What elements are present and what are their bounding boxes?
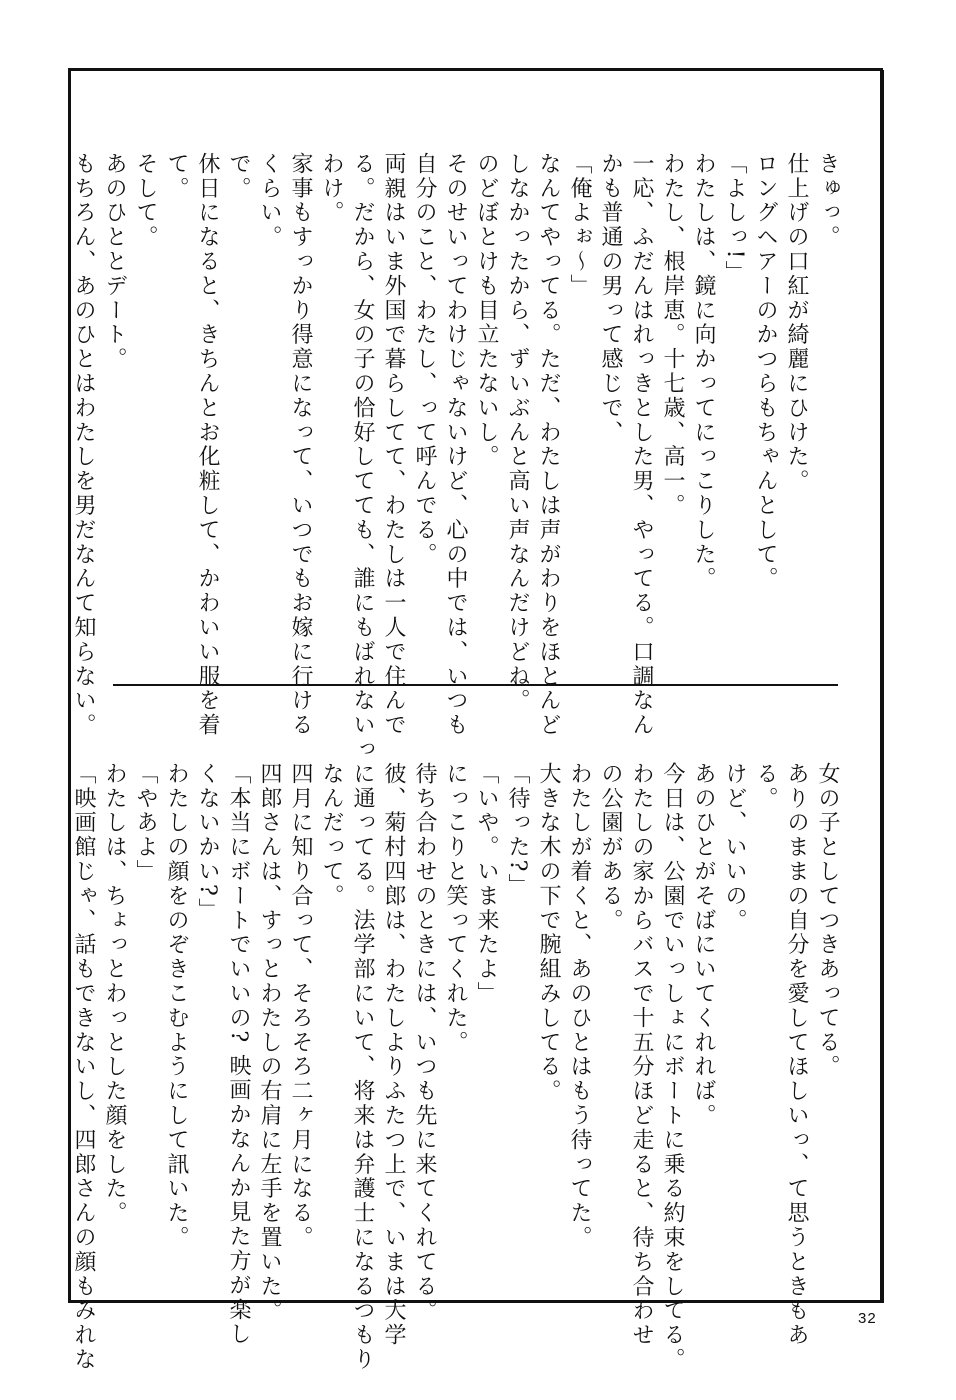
text-column: そのせいってわけじゃないけど、心の中では、いつも: [443, 152, 468, 738]
text-column: 「本当にボートでいいの? 映画かなんか見た方が楽し: [226, 762, 251, 1347]
text-column: 「やあよ」: [133, 762, 158, 884]
text-column: 大きな木の下で腕組みしてる。: [536, 762, 561, 1104]
text-column: けど、いいの。: [722, 762, 747, 933]
text-column: 両親はいま外国で暮らしてて、わたしは一人で住んで: [381, 152, 406, 738]
text-column: しなかったから、ずいぶんと高い声なんだけどね。: [505, 152, 530, 714]
text-column: そして。: [133, 152, 158, 250]
text-column: きゅっ。: [815, 152, 840, 250]
text-column: で。: [226, 152, 251, 201]
text-column: 休日になると、きちんとお化粧して、かわいい服を着: [195, 152, 220, 738]
text-column: 仕上げの口紅が綺麗にひけた。: [784, 152, 809, 494]
text-column: かも普通の男って感じで、: [598, 152, 623, 445]
text-column: ありのままの自分を愛してほしいっ、て思うときもあ: [784, 762, 809, 1348]
text-column: 自分のこと、わたし、って呼んでる。: [412, 152, 437, 567]
text-column: くらい。: [257, 152, 282, 250]
text-column: 「俺よぉ～」: [567, 152, 592, 299]
page-number: 32: [858, 1310, 877, 1327]
text-column: 四郎さんは、すっとわたしの右肩に左手を置いた。: [257, 762, 282, 1324]
text-column: あのひとがそばにいてくれれば。: [691, 762, 716, 1128]
text-column: ロングヘアーのかつらもちゃんとして。: [753, 152, 778, 592]
text-column: あのひととデート。: [102, 152, 127, 372]
text-column: 彼、菊村四郎は、わたしよりふたつ上で、いまは大学: [381, 762, 406, 1348]
text-column: くないかい?」: [195, 762, 220, 923]
text-column: 「いや。いま来たよ」: [474, 762, 499, 1006]
text-column: なんだって。: [319, 762, 344, 909]
section-divider: [113, 684, 838, 686]
text-column: なんてやってる。ただ、わたしは声がわりをほとんど: [536, 152, 561, 738]
text-column: 今日は、公園でいっしょにボートに乗る約束をしてる。: [660, 762, 685, 1372]
text-column: て。: [164, 152, 189, 201]
text-column: わたしは、ちょっとわっとした顔をした。: [102, 762, 127, 1226]
text-column: にっこりと笑ってくれた。: [443, 762, 468, 1055]
text-column: のどぼとけも目立たないし。: [474, 152, 499, 470]
text-column: わたしの顔をのぞきこむようにして訊いた。: [164, 762, 189, 1250]
text-column: わたし、根岸恵。十七歳、高一。: [660, 152, 685, 518]
text-column: る。だから、女の子の恰好してても、誰にもばれないっ: [350, 152, 375, 762]
text-column: 一応、ふだんはれっきとした男、やってる。口調なん: [629, 152, 654, 738]
text-column: の公園がある。: [598, 762, 623, 933]
text-column: に通ってる。法学部にいて、将来は弁護士になるつもり: [350, 762, 375, 1372]
frame-edge: [880, 70, 884, 1303]
text-column: 待ち合わせのときには、いつも先に来てくれてる。: [412, 762, 437, 1324]
text-column: わたしが着くと、あのひとはもう待ってた。: [567, 762, 592, 1250]
text-column: わたしの家からバスで十五分ほど走ると、待ち合わせ: [629, 762, 654, 1348]
text-column: 家事もすっかり得意になって、いつでもお嫁に行ける: [288, 152, 313, 738]
text-column: 女の子としてつきあってる。: [815, 762, 840, 1080]
text-column: 「映画館じゃ、話もできないし、四郎さんの顔もみれな: [71, 762, 96, 1372]
text-column: わたしは、鏡に向かってにっこりした。: [691, 152, 716, 592]
text-column: 「よしっ!」: [722, 152, 747, 286]
text-column: る。: [753, 762, 778, 811]
text-column: 四月に知り合って、そろそろ二ヶ月になる。: [288, 762, 313, 1250]
text-column: もちろん、あのひとはわたしを男だなんて知らない。: [71, 152, 96, 738]
text-column: 「待った?」: [505, 762, 530, 899]
text-column: わけ。: [319, 152, 344, 226]
